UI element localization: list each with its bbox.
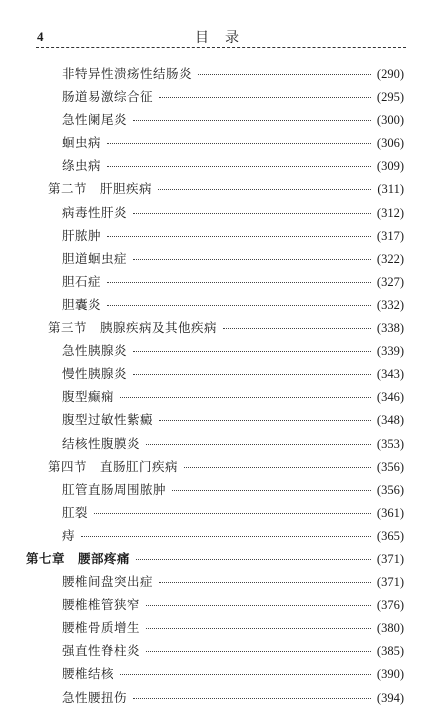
toc-entry-page: (376) [376, 598, 404, 613]
dot-leader [184, 467, 371, 468]
toc-entry-title: 结核性腹膜炎 [62, 435, 141, 451]
dot-leader [146, 444, 371, 445]
toc-entry-title: 慢性胰腺炎 [62, 366, 128, 382]
toc-entry-title: 腹型癫痫 [62, 389, 115, 405]
dot-leader [107, 143, 371, 144]
toc-item-entry [0, 686, 442, 709]
toc-entry-page: (322) [376, 251, 404, 266]
dot-leader [223, 328, 371, 329]
dot-leader [107, 305, 371, 306]
toc-entry-title: 第二节 肝胆疾病 [48, 181, 153, 197]
dot-leader [133, 374, 371, 375]
toc-entry-title: 痔 [62, 527, 76, 543]
dot-leader [133, 120, 371, 121]
dot-leader [159, 582, 371, 583]
toc-item-entry [0, 270, 442, 293]
toc-entry-page: (338) [376, 321, 404, 336]
toc-entry-title: 第七章 腰部疼痛 [26, 550, 131, 566]
toc-item-entry [0, 131, 442, 154]
toc-entry-title: 腰椎骨质增生 [62, 620, 141, 636]
dot-leader [133, 698, 371, 699]
toc-item-entry [0, 362, 442, 385]
dot-leader [107, 282, 371, 283]
toc-entry-title: 非特异性溃疡性结肠炎 [62, 66, 193, 81]
toc-entry-title: 腰椎结核 [62, 666, 115, 682]
toc-item-entry [0, 478, 442, 501]
toc-entry-title: 第三节 胰腺疾病及其他疾病 [48, 320, 218, 336]
toc-entry-title: 肛裂 [62, 504, 89, 520]
toc-entry-page: (361) [376, 505, 404, 520]
toc-entry-title: 急性胰腺炎 [62, 343, 128, 359]
toc-item-entry [0, 662, 442, 685]
dot-leader [120, 397, 371, 398]
toc-entry-title: 胆石症 [62, 273, 102, 289]
toc-entry-title: 急性阑尾炎 [62, 112, 128, 128]
toc-item-entry [0, 616, 442, 639]
toc-entry-title: 强直性脊柱炎 [62, 643, 141, 659]
header-divider [36, 47, 406, 48]
toc-entry-page: (371) [376, 551, 404, 566]
toc-section-entry [0, 455, 442, 478]
dot-leader [107, 236, 371, 237]
toc-item-entry [0, 570, 442, 593]
toc-item-entry [0, 201, 442, 224]
toc-entry-title: 胆囊炎 [62, 296, 102, 312]
toc-section-entry [0, 316, 442, 339]
table-of-contents [0, 62, 442, 709]
toc-entry-page: (365) [376, 528, 404, 543]
toc-entry-page: (312) [376, 205, 404, 220]
toc-entry-page: (300) [376, 113, 404, 128]
dot-leader [81, 536, 371, 537]
toc-item-entry [0, 432, 442, 455]
dot-leader [158, 189, 371, 190]
toc-entry-title: 肛管直肠周围脓肿 [62, 481, 167, 497]
toc-entry-title: 绦虫病 [62, 158, 102, 174]
toc-entry-page: (356) [376, 482, 404, 497]
toc-item-entry [0, 108, 442, 131]
toc-item-entry [0, 224, 442, 247]
toc-entry-page: (317) [376, 228, 404, 243]
toc-entry-title: 腹型过敏性紫癜 [62, 412, 154, 428]
toc-entry-page: (348) [376, 413, 404, 428]
page-number: 4 [37, 29, 44, 44]
toc-entry-title: 胆道蛔虫症 [62, 250, 128, 266]
toc-item-entry [0, 62, 442, 85]
toc-item-entry [0, 385, 442, 408]
dot-leader [159, 97, 371, 98]
toc-entry-page: (290) [376, 67, 404, 81]
toc-item-entry [0, 293, 442, 316]
dot-leader [133, 213, 371, 214]
toc-entry-page: (385) [376, 644, 404, 659]
toc-entry-page: (390) [376, 667, 404, 682]
toc-item-entry [0, 154, 442, 177]
toc-entry-page: (380) [376, 621, 404, 636]
dot-leader [159, 420, 371, 421]
dot-leader [94, 513, 371, 514]
toc-item-entry [0, 85, 442, 108]
dot-leader [133, 351, 371, 352]
toc-section-entry [0, 177, 442, 200]
dot-leader [133, 259, 371, 260]
dot-leader [172, 490, 371, 491]
dot-leader [120, 674, 371, 675]
toc-item-entry [0, 639, 442, 662]
toc-entry-page: (332) [376, 297, 404, 312]
toc-item-entry [0, 408, 442, 431]
dot-leader [107, 166, 371, 167]
toc-entry-title: 第四节 直肠肛门疾病 [48, 458, 179, 474]
dot-leader [198, 74, 371, 75]
toc-entry-title: 肠道易激综合征 [62, 89, 154, 105]
toc-entry-page: (327) [376, 274, 404, 289]
dot-leader [146, 605, 371, 606]
toc-entry-title: 腰椎间盘突出症 [62, 574, 154, 590]
toc-entry-page: (394) [376, 690, 404, 705]
toc-entry-page: (295) [376, 90, 404, 105]
toc-entry-title: 病毒性肝炎 [62, 204, 128, 220]
toc-item-entry [0, 501, 442, 524]
toc-chapter-entry [0, 547, 442, 570]
toc-item-entry [0, 524, 442, 547]
toc-entry-page: (371) [376, 575, 404, 590]
running-header-title: 目录 [195, 30, 255, 46]
toc-entry-page: (356) [376, 459, 404, 474]
toc-entry-page: (309) [376, 159, 404, 174]
toc-item-entry [0, 593, 442, 616]
toc-entry-page: (343) [376, 367, 404, 382]
toc-entry-page: (353) [376, 436, 404, 451]
toc-entry-title: 肝脓肿 [62, 227, 102, 243]
toc-entry-page: (346) [376, 390, 404, 405]
toc-entry-title: 腰椎椎管狭窄 [62, 597, 141, 613]
toc-entry-page: (339) [376, 344, 404, 359]
toc-item-entry [0, 339, 442, 362]
toc-entry-title: 蛔虫病 [62, 135, 102, 151]
toc-entry-page: (311) [377, 182, 404, 197]
dot-leader [146, 651, 371, 652]
toc-entry-page: (306) [376, 136, 404, 151]
toc-entry-title: 急性腰扭伤 [62, 689, 128, 705]
dot-leader [146, 628, 371, 629]
dot-leader [136, 559, 371, 560]
toc-item-entry [0, 247, 442, 270]
